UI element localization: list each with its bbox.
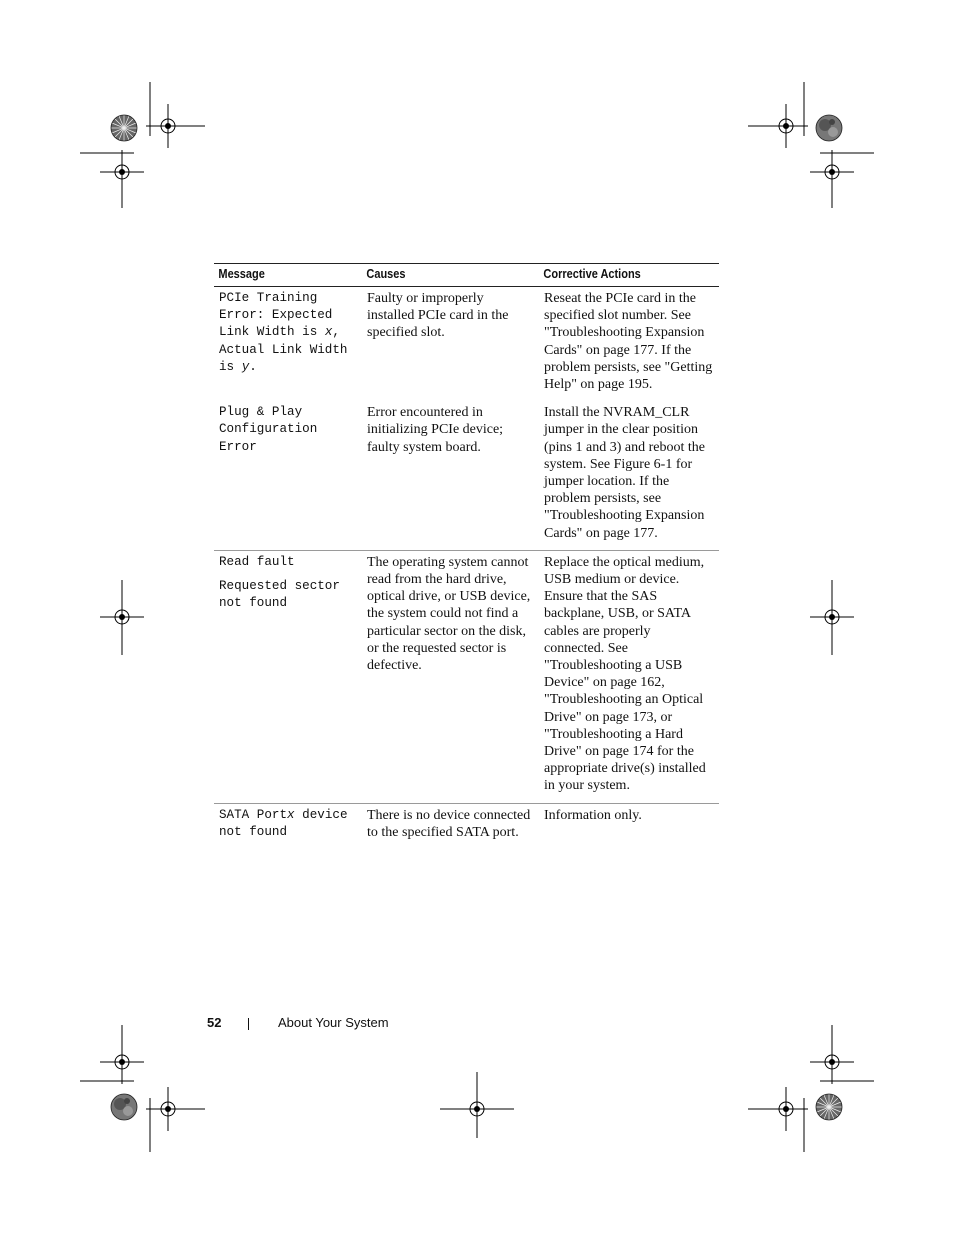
registration-mark-icon xyxy=(816,1094,842,1120)
cause-cell: There is no device connected to the specified SATA port. xyxy=(367,807,531,840)
table-row xyxy=(214,401,719,550)
message-text: Requested sector not found xyxy=(219,579,340,611)
cause-cell: Error encountered in initializing PCIe device; faulty system board. xyxy=(362,401,539,550)
action-cell: Reseat the PCIe card in the specified slot number. See "Troubleshooting Expansion Cards" on page 177. If the problem persists, see "Getting Help" on page 195. xyxy=(544,291,713,393)
page-number: 52 xyxy=(207,1015,222,1030)
table-header-row xyxy=(214,264,719,287)
message-cell xyxy=(214,550,362,803)
message-variable: x xyxy=(324,325,333,340)
message-cell xyxy=(214,287,362,402)
registration-mark-icon xyxy=(111,1094,137,1120)
message-text: , Actual Link Width is xyxy=(219,325,348,374)
registration-mark-icon xyxy=(111,115,137,141)
system-messages-table xyxy=(214,263,719,849)
message-text: device not found xyxy=(219,807,348,839)
message-text: PCIe Training Error: Expected Link Width is xyxy=(219,291,333,340)
cause-cell: The operating system cannot read from the hard drive, optical drive, or USB device, the system could not find a particular sector on the disk, or the requested sector is defective. xyxy=(362,550,539,803)
table-row xyxy=(214,550,719,803)
action-cell: Install the NVRAM_CLR jumper in the clear position (pins 1 and 3) and reboot the system. See Figure 6-1 for jumper location. If the problem persists, see "Troubleshooting Expansion Cards" on page 177. xyxy=(539,401,719,550)
message-text: . xyxy=(249,359,257,374)
message-cell: Plug & Play Configuration Error xyxy=(214,401,362,550)
column-header-corrective-actions: Corrective Actions xyxy=(539,264,697,287)
registration-mark-icon xyxy=(816,115,842,141)
action-cell: Information only. xyxy=(544,807,642,823)
message-cell xyxy=(214,803,362,849)
message-text: SATA Port xyxy=(219,807,288,822)
message-variable: x xyxy=(287,807,295,822)
column-header-message: Message xyxy=(214,264,344,287)
footer-divider xyxy=(248,1018,249,1030)
action-cell: Replace the optical medium, USB medium or device. Ensure that the SAS backplane, USB, or SATA cables are properly connected. See "Troubleshooting a USB Device" on page 162, "Troubleshooting an Optical Drive" on page 173, or "Troubleshooting a Hard Drive" on page 174 for the appropriate drive(s) installed in your system. xyxy=(539,550,719,803)
column-header-causes: Causes xyxy=(362,264,518,287)
table-row xyxy=(214,803,719,849)
table-row xyxy=(214,287,719,402)
section-title: About Your System xyxy=(278,1015,389,1030)
message-variable: y xyxy=(241,359,250,374)
message-text: Read fault xyxy=(219,554,295,569)
cause-cell: Faulty or improperly installed PCIe card in the specified slot. xyxy=(367,291,509,341)
